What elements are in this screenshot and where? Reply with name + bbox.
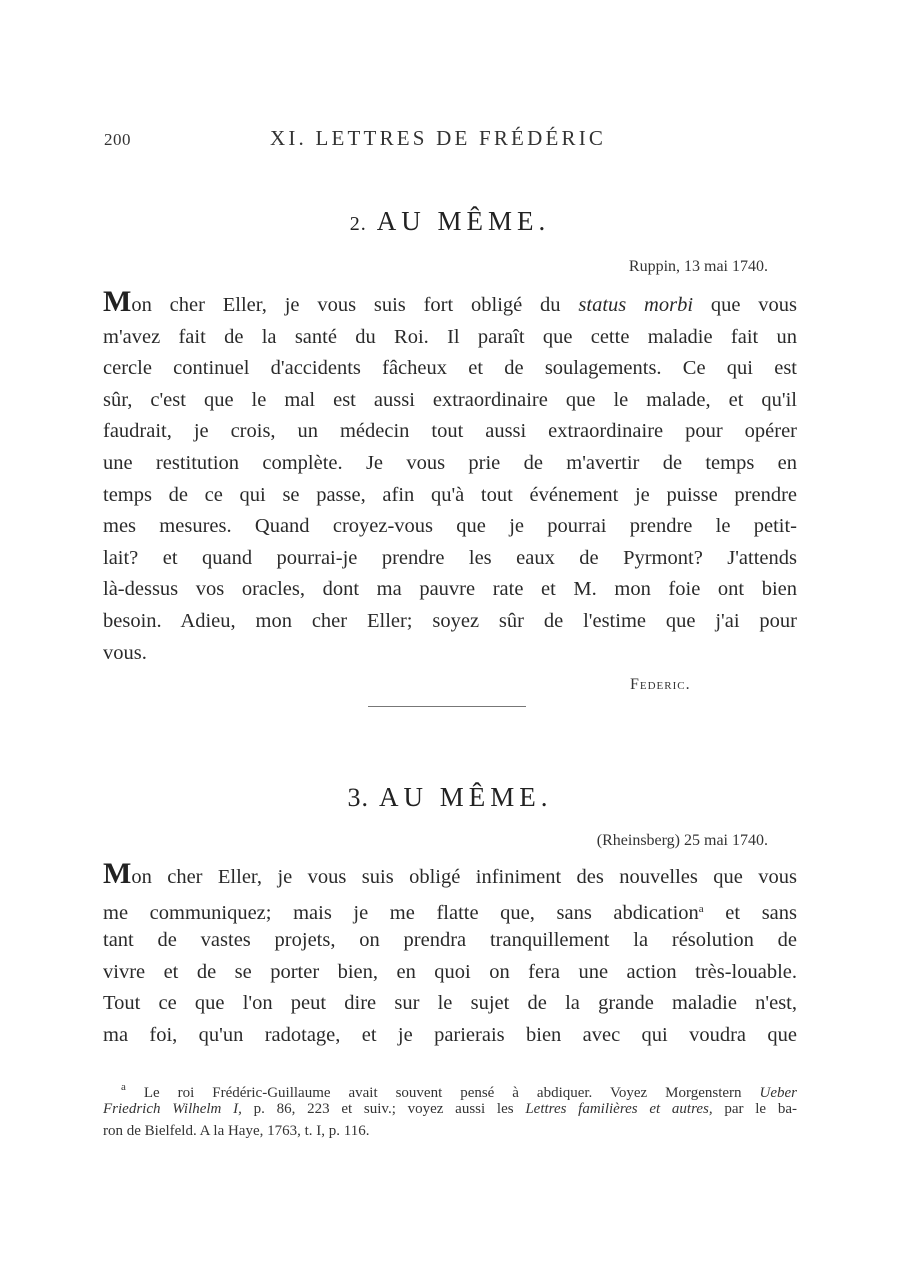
footnote-marker: a bbox=[121, 1081, 126, 1093]
body-line: là-dessus vos oracles, dont ma pauvre rate et M. mon foie ont bien bbox=[103, 578, 797, 601]
letter-3-body bbox=[103, 857, 797, 1052]
body-line: ma foi, qu'un radotage, et je parierais bien avec qui voudra que bbox=[103, 1023, 797, 1046]
footnote-marker[interactable]: a bbox=[698, 902, 704, 915]
body-line: me communiquez; mais je me flatte que, sans abdication$^a$ et sans bbox=[103, 901, 797, 924]
letter-2-dateline: Ruppin, 13 mai 1740. bbox=[628, 258, 768, 275]
letter-title: AU MÊME. bbox=[376, 206, 551, 236]
letter-2-heading bbox=[0, 206, 900, 237]
body-line: sûr, c'est que le mal est aussi extraordinaire que le malade, et qu'il bbox=[103, 388, 797, 411]
body-line: m'avez fait de la santé du Roi. Il paraît que cette maladie fait un bbox=[103, 325, 797, 348]
body-line: mes mesures. Quand croyez-vous que je pourrai prendre le petit- bbox=[103, 515, 797, 538]
section-divider bbox=[368, 706, 526, 707]
body-line: lait? et quand pourrai-je prendre les eaux de Pyrmont? J'attends bbox=[103, 546, 797, 569]
page-number: 200 bbox=[104, 130, 131, 149]
letter-number: 3. bbox=[347, 783, 369, 812]
letter-3-dateline: (Rheinsberg) 25 mai 1740. bbox=[596, 832, 768, 849]
letter-2-body bbox=[103, 285, 798, 669]
footnote bbox=[103, 1076, 797, 1142]
letter-number: 2. bbox=[349, 213, 367, 235]
body-line: tant de vastes projets, on prendra tranquillement la résolution de bbox=[103, 929, 797, 952]
running-title: XI. LETTRES DE FRÉDÉRIC bbox=[270, 126, 607, 150]
body-line: Mon cher Eller, je vous suis obligé infiniment des nouvelles que vous bbox=[103, 857, 797, 890]
drop-cap: M bbox=[103, 857, 132, 890]
letter-3-heading bbox=[0, 782, 900, 813]
body-line: Tout ce que l'on peut dire sur le sujet de la grande maladie n'est, bbox=[103, 992, 797, 1015]
body-line: vivre et de se porter bien, en quoi on fera une action très-louable. bbox=[103, 960, 797, 983]
footnote-line: Friedrich Wilhelm I, p. 86, 223 et suiv.; voyez aussi les Lettres familières et autres, par le ba- bbox=[103, 1101, 797, 1117]
running-head bbox=[104, 126, 664, 156]
signature: Federic. bbox=[630, 676, 691, 693]
body-line: vous. bbox=[103, 641, 147, 664]
body-line: faudrait, je crois, un médecin tout aussi extraordinaire pour opérer bbox=[103, 420, 797, 443]
footnote-line: $^a$ Le roi Frédéric-Guillaume avait souvent pensé à abdiquer. Voyez Morgenstern Ueber bbox=[121, 1081, 797, 1101]
body-line: temps de ce qui se passe, afin qu'à tout événement je puisse prendre bbox=[103, 483, 797, 506]
drop-cap: M bbox=[103, 285, 132, 318]
body-line: cercle continuel d'accidents fâcheux et de soulagements. Ce qui est bbox=[103, 357, 797, 380]
body-line: Mon cher Eller, je vous suis fort obligé du status morbi que vous bbox=[103, 285, 798, 318]
body-line: besoin. Adieu, mon cher Eller; soyez sûr de l'estime que j'ai pour bbox=[103, 609, 797, 632]
body-line: une restitution complète. Je vous prie de m'avertir de temps en bbox=[103, 451, 797, 474]
letter-title: AU MÊME. bbox=[379, 782, 553, 812]
footnote-line: ron de Bielfeld. A la Haye, 1763, t. I, p. 116. bbox=[103, 1123, 370, 1139]
